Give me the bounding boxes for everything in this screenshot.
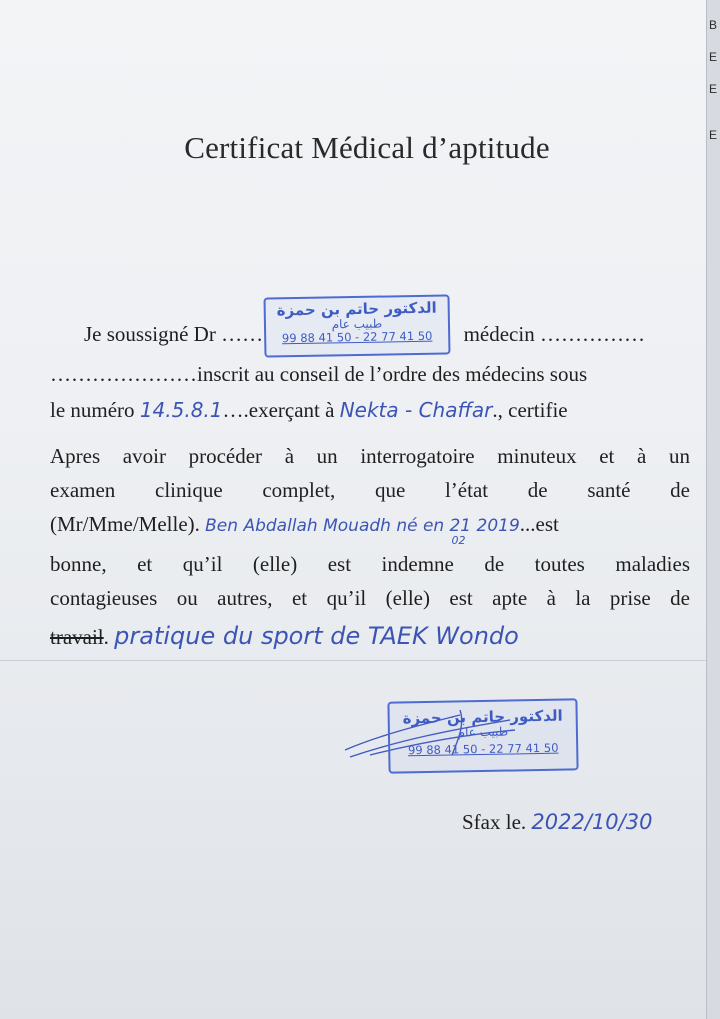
- numero-value: 14.5.8.1: [139, 398, 223, 422]
- doctor-label: Je soussigné Dr: [84, 322, 216, 346]
- exercant-label: exerçant à: [248, 398, 335, 422]
- birth-date: [449, 516, 520, 547]
- ordre-text: inscrit au conseil de l’ordre des médecins sous: [197, 362, 588, 386]
- stamp-doctor-title: طبيب عام: [331, 316, 383, 332]
- numero-line: le numéro 14.5.8.1….exerçant à Nekta - Chaffar., certifie: [50, 398, 568, 422]
- est-label: est: [535, 512, 559, 536]
- ville-value: Nekta - Chaffar: [339, 398, 493, 422]
- doctor-stamp-top: [263, 294, 450, 357]
- doctor-line: Je soussigné Dr …… médecin ……………: [84, 322, 645, 346]
- stamp2-doctor-name: الدكتور حاتم بن حمزة: [402, 706, 563, 728]
- edge-letter-3: E: [709, 82, 718, 96]
- body-line-4: Apres avoir procéder à un interrogatoire minuteux et à un: [50, 444, 690, 468]
- stamp2-phones: 99 88 41 50 - 22 77 41 50: [407, 740, 559, 758]
- paper-fold: [0, 660, 706, 661]
- body-line-7: bonne, et qu’il (elle) est indemne de toutes maladies: [50, 552, 690, 576]
- body-line-5: examen clinique complet, que l’état de santé de: [50, 478, 690, 502]
- date-value: 2022/10/30: [531, 810, 653, 834]
- underlying-page-edge: [706, 0, 720, 1019]
- patient-line: (Mr/Mme/Melle). Ben Abdallah Mouadh né en 21 02 2019...est: [50, 512, 559, 547]
- doctor-stamp-bottom: [387, 698, 578, 773]
- stamp2-doctor-title: طبيب عام: [457, 724, 509, 740]
- place-label: Sfax le: [462, 810, 521, 834]
- civilite-label: (Mr/Mme/Melle): [50, 512, 195, 536]
- travail-word: travail: [50, 625, 104, 649]
- medecin-label: médecin: [463, 322, 535, 346]
- certifie-label: certifie: [508, 398, 568, 422]
- birth-day: 21: [449, 516, 472, 536]
- birth-month: 02: [451, 534, 466, 547]
- body-line-8: contagieuses ou autres, et qu’il (elle) est apte à la prise de: [50, 586, 690, 610]
- motif-value: pratique du sport de TAEK Wondo: [114, 622, 519, 650]
- edge-letter-1: B: [709, 18, 718, 32]
- edge-letter-2: E: [709, 50, 718, 64]
- document-title: Certificat Médical d’aptitude: [184, 130, 550, 165]
- edge-letter-4: E: [709, 128, 718, 142]
- patient-name: Ben Abdallah Mouadh né en: [205, 516, 445, 536]
- ordre-line: …………………inscrit au conseil de l’ordre des médecins sous: [50, 362, 588, 386]
- numero-label: le numéro: [50, 398, 135, 422]
- birth-year: 2019: [476, 516, 520, 536]
- stamp-doctor-name: الدكتور حاتم بن حمزة: [276, 298, 437, 320]
- date-line: Sfax le. 2022/10/30: [462, 810, 653, 834]
- motif-line: travail. pratique du sport de TAEK Wondo: [50, 622, 519, 650]
- stamp-phones: 99 88 41 50 - 22 77 41 50: [281, 328, 433, 346]
